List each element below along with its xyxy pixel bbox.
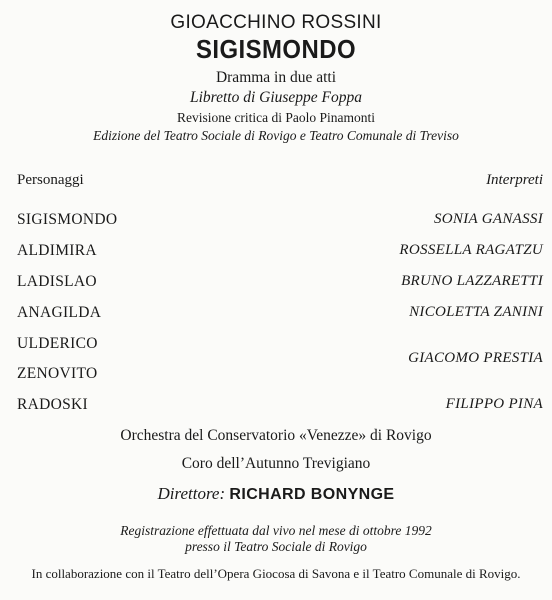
edition-credit: Edizione del Teatro Sociale di Rovigo e Teatro Comunale di Treviso (93, 128, 459, 143)
role-zenovito: ZENOVITO (17, 365, 98, 382)
performer-sonia-ganassi: SONIA GANASSI (433, 211, 543, 227)
librettist-credit: Libretto di Giuseppe Foppa (189, 89, 363, 106)
performer-rossella-ragatzu: ROSSELLA RAGATZU (399, 242, 543, 258)
recording-note-line2: presso il Teatro Sociale di Rovigo (185, 539, 367, 554)
role-aldimira: ALDIMIRA (17, 242, 97, 259)
revision-credit: Revisione critica di Paolo Pinamonti (177, 110, 375, 125)
collaboration-note: In collaborazione con il Teatro dell’Opera Giocosa di Savona e il Teatro Comunale di Rovigo. (31, 566, 521, 581)
opera-subtitle: Dramma in due atti (215, 69, 337, 86)
role-ulderico: ULDERICO (17, 335, 98, 352)
performer-bruno-lazzaretti: BRUNO LAZZARETTI (401, 273, 543, 289)
chorus-credit: Coro dell’Autunno Trevigiano (181, 455, 371, 472)
opera-title: SIGISMONDO (195, 34, 357, 64)
performers-heading: Interpreti (486, 172, 543, 188)
characters-heading: Personaggi (17, 172, 84, 188)
conductor-credit (0, 484, 552, 504)
performer-nicoletta-zanini: NICOLETTA ZANINI (409, 304, 543, 320)
conductor-name: RICHARD BONYNGE (229, 486, 395, 503)
orchestra-credit: Orchestra del Conservatorio «Venezze» di Rovigo (120, 427, 432, 444)
role-sigismondo: SIGISMONDO (17, 211, 118, 228)
recording-note-line1: Registrazione effettuata dal vivo nel mese di ottobre 1992 (120, 523, 432, 538)
role-anagilda: ANAGILDA (17, 304, 102, 321)
performer-filippo-pina: FILIPPO PINA (445, 396, 543, 412)
role-ladislao: LADISLAO (17, 273, 97, 290)
conductor-label: Direttore: (157, 484, 226, 503)
performer-giacomo-prestia: GIACOMO PRESTIA (408, 350, 543, 366)
role-radoski: RADOSKI (17, 396, 88, 413)
composer-name: GIOACCHINO ROSSINI (170, 12, 382, 33)
